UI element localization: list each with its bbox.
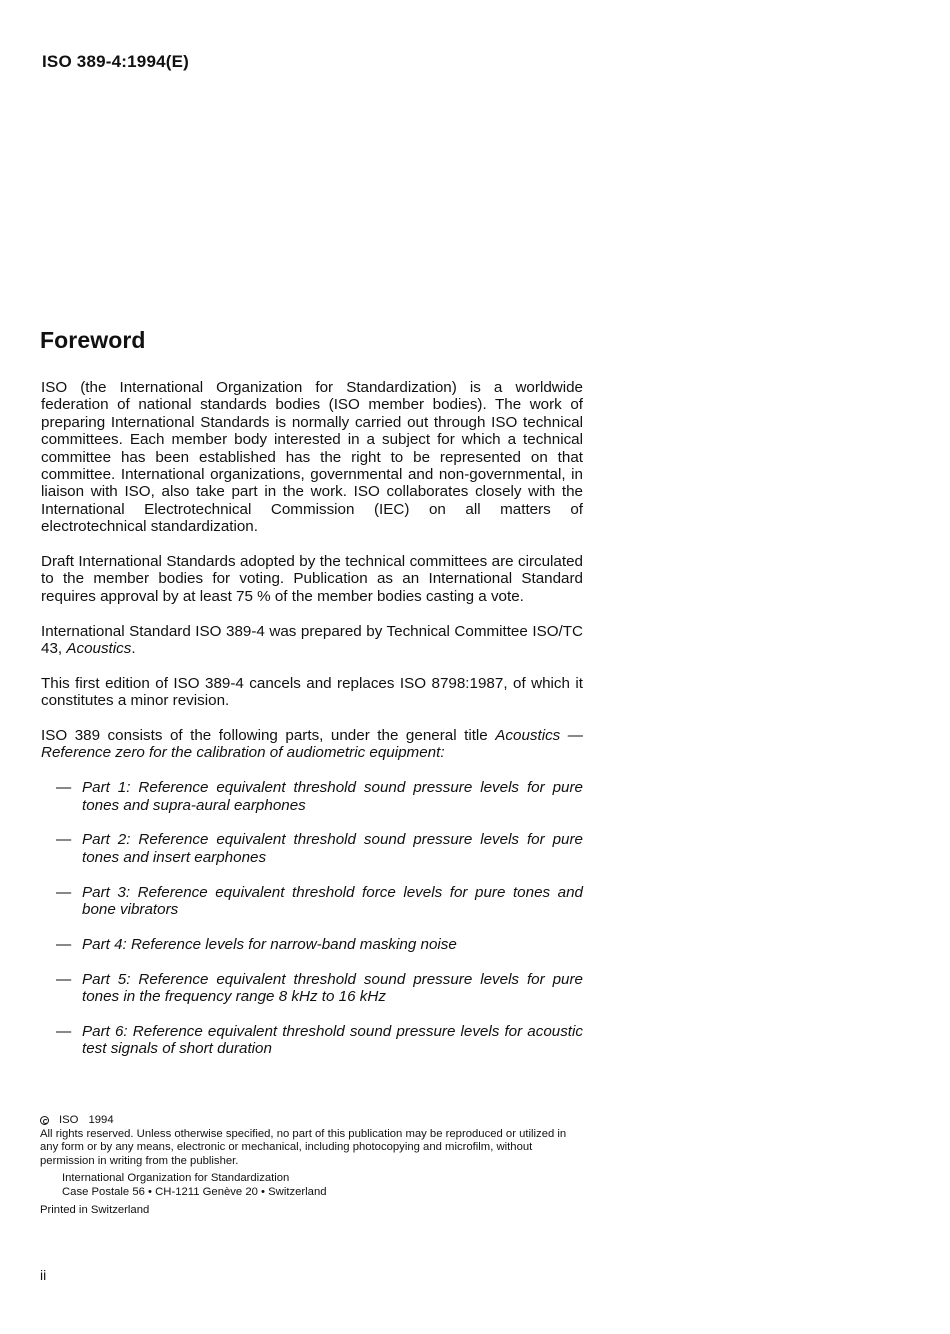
- part-title: Part 6: Reference equivalent threshold sound pressure levels for acoustic test signals of short duration: [82, 1022, 583, 1058]
- part-title: Part 4: Reference levels for narrow-band masking noise: [82, 935, 457, 953]
- list-item: [41, 1023, 583, 1058]
- part-title: Part 5: Reference equivalent threshold sound pressure levels for pure tones in the frequency range 8 kHz to 16 kHz: [82, 970, 583, 1006]
- part-title: Part 1: Reference equivalent threshold sound pressure levels for pure tones and supra-aural earphones: [82, 779, 583, 814]
- copyright-year: 1994: [88, 1114, 114, 1126]
- list-dash: —: [56, 883, 72, 901]
- copyright-owner: ISO: [59, 1114, 79, 1126]
- list-dash: —: [56, 935, 72, 953]
- paragraph-iso-intro: ISO (the International Organization for Standardization) is a worldwide federation of national standards bodies (ISO member bodies). The work of preparing International Standards is normally carried out through ISO technical committees. Each member body interested in a subject for which a technical committee has been established has the right to be represented on that committee. International organizations, governmental and non-governmental, in liaison with ISO, also take part in the work. ISO collaborates closely with the International Electrotechnical Commission (IEC) on all matters of electrotechnical standardization.: [41, 379, 583, 536]
- prepared-by-text: International Standard ISO 389-4 was prepared by Technical Committee ISO/TC 43,: [41, 622, 583, 658]
- list-item: [41, 936, 583, 953]
- publisher-name: International Organization for Standardization: [62, 1172, 290, 1185]
- paragraph-draft-standards: Draft International Standards adopted by the technical committees are circulated to the member bodies for voting. Publication as an International Standard requires approval by at least 75 % of the member bodies casting a vote.: [41, 553, 583, 605]
- list-item: [41, 831, 583, 866]
- printed-in: Printed in Switzerland: [40, 1203, 150, 1216]
- copyright-block: [40, 1114, 585, 1217]
- copyright-line: [40, 1114, 585, 1128]
- committee-name: Acoustics: [66, 640, 132, 658]
- list-dash: —: [56, 831, 72, 849]
- copyright-icon: [40, 1116, 49, 1125]
- paragraph-prepared-by: [41, 623, 583, 658]
- page-number: ii: [40, 1267, 47, 1283]
- list-item: [41, 779, 583, 814]
- paragraph-first-edition: This first edition of ISO 389-4 cancels and replaces ISO 8798:1987, of which it constitutes a minor revision.: [41, 674, 583, 710]
- postal-address: Case Postale 56 • CH-1211 Genève 20 • Switzerland: [62, 1185, 327, 1198]
- parts-intro-text: ISO 389 consists of the following parts, under the general title: [41, 727, 496, 745]
- document-id-header: ISO 389-4:1994(E): [42, 52, 190, 71]
- publisher-address: [40, 1172, 585, 1199]
- foreword-body: [41, 379, 583, 1075]
- list-dash: —: [56, 970, 72, 988]
- part-title: Part 2: Reference equivalent threshold sound pressure levels for pure tones and insert earphones: [82, 831, 583, 866]
- general-title: Acoustics — Reference zero for the calibration of audiometric equipment: [41, 727, 583, 762]
- rights-notice: All rights reserved. Unless otherwise specified, no part of this publication may be reproduced or utilized in any form or by any means, electronic or mechanical, including photocopying and microfilm, without permission in writing from the publisher.: [40, 1127, 567, 1167]
- parts-list: [41, 779, 583, 1057]
- prepared-by-end: .: [131, 640, 136, 658]
- list-item: [41, 884, 583, 919]
- paragraph-parts-intro: [41, 727, 583, 762]
- list-dash: —: [56, 779, 72, 797]
- part-title: Part 3: Reference equivalent threshold force levels for pure tones and bone vibrators: [82, 883, 583, 919]
- page-title: Foreword: [40, 327, 146, 353]
- list-dash: —: [56, 1022, 72, 1040]
- list-item: [41, 971, 583, 1006]
- parts-intro-end: :: [440, 744, 445, 762]
